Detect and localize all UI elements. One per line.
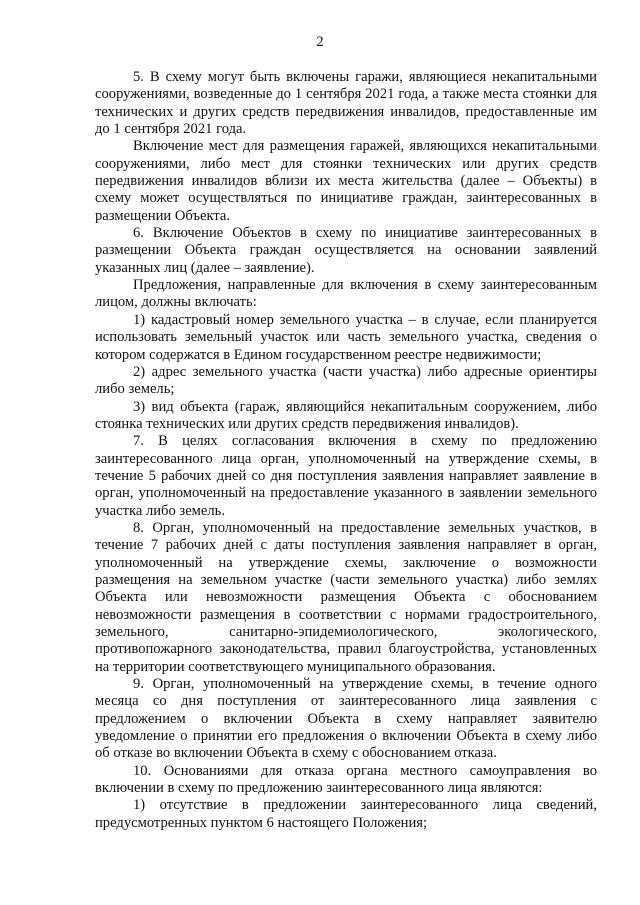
page-number: 2 xyxy=(316,34,324,50)
list-item-cadastral-number: 1) кадастровый номер земельного участка – в случае, если планируется использовать земельный участок или часть земельного участка, сведения о котором содержатся в Едином государственном реестре недвижимости; xyxy=(95,311,597,363)
document-body xyxy=(95,69,597,832)
paragraph-item-10: 10. Основаниями для отказа органа местного самоуправления во включении в схему по предложению заинтересованного лица являются: xyxy=(95,762,597,797)
paragraph-item-7: 7. В целях согласования включения в схему по предложению заинтересованного лица орган, уполномоченный на утверждение схемы, в течение 5 рабочих дней со дня поступления заявления направляет заявление в орган, уполномоченный на предоставление указанного в заявлении земельного участка либо земель. xyxy=(95,433,597,519)
paragraph-item-6: 6. Включение Объектов в схему по инициативе заинтересованных в размещении Объекта граждан осуществляется на основании заявлений указанных лиц (далее – заявление). xyxy=(95,225,597,276)
paragraph-objects-definition: Включение мест для размещения гаражей, являющихся некапитальными сооружениями, либо мест для стоянки технических или других средств передвижения инвалидов вблизи их места жительства (далее – Объекты) в схему может осуществляться по инициативе граждан, заинтересованных в размещении Объекта. xyxy=(95,138,597,224)
paragraph-item-5: 5. В схему могут быть включены гаражи, являющиеся некапитальными сооружениями, возведенные до 1 сентября 2021 года, а также места стоянки для технических и других средств передвижения инвалидов, предоставленные им до 1 сентября 2021 года. xyxy=(95,69,597,138)
paragraph-proposal-contents: Предложения, направленные для включения в схему заинтересованным лицом, должны включать: xyxy=(95,277,597,311)
list-item-refusal-1: 1) отсутствие в предложении заинтересованного лица сведений, предусмотренных пунктом 6 настоящего Положения; xyxy=(95,797,597,831)
list-item-object-type: 3) вид объекта (гараж, являющийся некапитальным сооружением, либо стоянка технических или других средств передвижения инвалидов). xyxy=(95,398,597,432)
paragraph-item-8: 8. Орган, уполномоченный на предоставление земельных участков, в течение 7 рабочих дней с даты поступления заявления направляет в орган, уполномоченный на утверждение схемы, заключение о возможности размещения на земельном участке (части земельного участка) либо землях Объекта или невозможности размещения Объекта с обоснованием невозможности размещения в соответствии с нормами градостроительного, земельного, санитарно-эпидемиологического, экологического, противопожарного законодательства, правил благоустройства, установленных на территории соответствующего муниципального образования. xyxy=(95,519,597,675)
paragraph-item-9: 9. Орган, уполномоченный на утверждение схемы, в течение одного месяца со дня поступления от заинтересованного лица заявления с предложением о включении Объекта в схему направляет заявителю уведомление о принятии его предложения о включении Объекта в схему либо об отказе во включении Объекта в схему с обоснованием отказа. xyxy=(95,676,597,762)
list-item-address: 2) адрес земельного участка (части участка) либо адресные ориентиры либо земель; xyxy=(95,363,597,398)
